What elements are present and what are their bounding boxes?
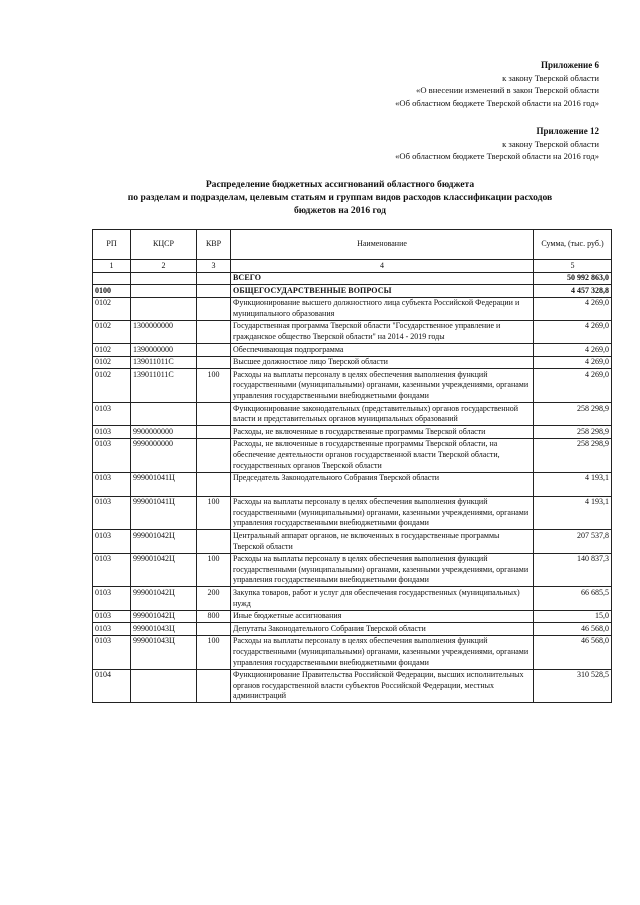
table-row [93, 635, 612, 669]
cell-rp: 0103 [93, 438, 131, 472]
cell-name: Государственная программа Тверской области "Государственное управление и гражданское общество Тверской области" на 2014 - 2019 годы [231, 320, 534, 343]
cell-name: ВСЕГО [231, 272, 534, 285]
document-title-line: бюджетов на 2016 год [293, 205, 387, 216]
cell-rp: 0102 [93, 344, 131, 357]
cell-name: Председатель Законодательного Собрания Тверской области [231, 472, 534, 496]
annex-12-title: Приложение 12 [536, 126, 599, 136]
cell-kvr: 100 [197, 553, 231, 587]
cell-sum: 4 269,0 [534, 344, 612, 357]
table-row [93, 610, 612, 623]
column-number-row [93, 260, 612, 273]
header-rp: РП [93, 230, 131, 260]
cell-kvr [197, 344, 231, 357]
cell-rp: 0103 [93, 587, 131, 610]
cell-rp: 0102 [93, 369, 131, 403]
column-number: 2 [131, 260, 197, 273]
cell-kvr [197, 285, 231, 298]
column-number: 4 [231, 260, 534, 273]
cell-sum: 310 528,5 [534, 669, 612, 703]
table-row [93, 369, 612, 403]
cell-name: Расходы, не включенные в государственные программы Тверской области, на обеспечение деятельности органов государственной власти Тверской области, государственных органов Тверской области [231, 438, 534, 472]
cell-kcsr: 999001042Ц [131, 587, 197, 610]
cell-sum: 258 298,9 [534, 426, 612, 439]
cell-name: Функционирование Правительства Российской Федерации, высших исполнительных органов государственной власти субъектов Российской Федерации, местных администраций [231, 669, 534, 703]
annex-6-line: «Об областном бюджете Тверской области на 2016 год» [395, 97, 599, 108]
cell-sum: 258 298,9 [534, 403, 612, 426]
table-row [93, 669, 612, 703]
annex-6-line: «О внесении изменений в закон Тверской области [416, 85, 599, 96]
cell-kvr [197, 403, 231, 426]
table-row [93, 438, 612, 472]
cell-name: Расходы на выплаты персоналу в целях обеспечения выполнения функций государственными (муниципальными) органами, казенными учреждениями, органами управления государственными внебюджетными фондами [231, 369, 534, 403]
cell-sum: 4 193,1 [534, 496, 612, 530]
cell-kvr [197, 297, 231, 320]
header-kvr: КВР [197, 230, 231, 260]
table-row [93, 587, 612, 610]
table-row [93, 356, 612, 369]
cell-rp: 0103 [93, 553, 131, 587]
annex-6-header [395, 59, 599, 109]
cell-sum: 46 568,0 [534, 635, 612, 669]
cell-kcsr [131, 285, 197, 298]
cell-kvr: 100 [197, 635, 231, 669]
document-title-line: Распределение бюджетных ассигнований областного бюджета [205, 179, 475, 190]
cell-kvr [197, 623, 231, 636]
cell-sum: 4 457 328,8 [534, 285, 612, 298]
cell-kcsr: 999001041Ц [131, 496, 197, 530]
annex-12-line: «Об областном бюджете Тверской области на 2016 год» [395, 151, 599, 162]
cell-sum: 4 269,0 [534, 297, 612, 320]
cell-rp: 0103 [93, 403, 131, 426]
cell-kvr [197, 530, 231, 553]
cell-rp: 0104 [93, 669, 131, 703]
table-row [93, 496, 612, 530]
table-row [93, 272, 612, 285]
table-row [93, 472, 612, 496]
cell-kcsr: 999001042Ц [131, 553, 197, 587]
cell-rp: 0102 [93, 356, 131, 369]
cell-name: Функционирование законодательных (представительных) органов государственной власти и представительных органов муниципальных образований [231, 403, 534, 426]
cell-kcsr: 999001043Ц [131, 635, 197, 669]
table-row [93, 530, 612, 553]
cell-sum: 46 568,0 [534, 623, 612, 636]
cell-sum: 4 269,0 [534, 369, 612, 403]
cell-rp [93, 272, 131, 285]
cell-sum: 4 193,1 [534, 472, 612, 496]
cell-sum: 140 837,3 [534, 553, 612, 587]
cell-rp: 0103 [93, 623, 131, 636]
cell-kvr [197, 472, 231, 496]
cell-kvr [197, 438, 231, 472]
cell-kvr [197, 320, 231, 343]
cell-kcsr: 1390000000 [131, 344, 197, 357]
cell-kvr: 800 [197, 610, 231, 623]
table-body [93, 272, 612, 703]
cell-name: Расходы, не включенные в государственные программы Тверской области [231, 426, 534, 439]
cell-name: Расходы на выплаты персоналу в целях обеспечения выполнения функций государственными (муниципальными) органами, казенными учреждениями, органами управления государственными внебюджетными фондами [231, 553, 534, 587]
cell-name: Депутаты Законодательного Собрания Тверской области [231, 623, 534, 636]
cell-kcsr [131, 297, 197, 320]
cell-name: Центральный аппарат органов, не включенных в государственные программы Тверской области [231, 530, 534, 553]
cell-rp: 0102 [93, 320, 131, 343]
cell-rp: 0103 [93, 472, 131, 496]
annex-12-line: к закону Тверской области [502, 138, 599, 149]
cell-sum: 4 269,0 [534, 356, 612, 369]
cell-kcsr: 9900000000 [131, 426, 197, 439]
cell-name: Иные бюджетные ассигнования [231, 610, 534, 623]
table-row [93, 344, 612, 357]
header-sum: Сумма, (тыс. руб.) [534, 230, 612, 260]
cell-sum: 258 298,9 [534, 438, 612, 472]
header-kcsr: КЦСР [131, 230, 197, 260]
cell-sum: 66 685,5 [534, 587, 612, 610]
cell-kvr [197, 669, 231, 703]
annex-6-line: к закону Тверской области [502, 72, 599, 83]
cell-kcsr: 999001042Ц [131, 530, 197, 553]
cell-kcsr: 999001043Ц [131, 623, 197, 636]
cell-sum: 4 269,0 [534, 320, 612, 343]
table-row [93, 553, 612, 587]
cell-name: Расходы на выплаты персоналу в целях обеспечения выполнения функций государственными (муниципальными) органами, казенными учреждениями, органами управления государственными внебюджетными фондами [231, 635, 534, 669]
cell-kvr: 100 [197, 369, 231, 403]
column-number: 1 [93, 260, 131, 273]
cell-kcsr [131, 403, 197, 426]
cell-rp: 0103 [93, 426, 131, 439]
cell-name: Обеспечивающая подпрограмма [231, 344, 534, 357]
cell-name: Закупка товаров, работ и услуг для обеспечения государственных (муниципальных) нужд [231, 587, 534, 610]
cell-kcsr: 9990000000 [131, 438, 197, 472]
cell-kvr [197, 356, 231, 369]
cell-kcsr: 139011011С [131, 356, 197, 369]
cell-sum: 207 537,8 [534, 530, 612, 553]
table-row [93, 623, 612, 636]
table-row [93, 285, 612, 298]
cell-name: Высшее должностное лицо Тверской области [231, 356, 534, 369]
cell-kvr [197, 426, 231, 439]
cell-kcsr [131, 272, 197, 285]
table-row [93, 320, 612, 343]
annex-6-title: Приложение 6 [540, 60, 599, 70]
header-name: Наименование [231, 230, 534, 260]
column-number: 5 [534, 260, 612, 273]
cell-kcsr: 999001042Ц [131, 610, 197, 623]
budget-table [92, 229, 612, 703]
document-title-line: по разделам и подразделам, целевым статьям и группам видов расходов классификации расходов [127, 192, 553, 203]
cell-rp: 0103 [93, 635, 131, 669]
table-row [93, 403, 612, 426]
annex-12-header [395, 125, 599, 163]
table-row [93, 297, 612, 320]
cell-rp: 0103 [93, 530, 131, 553]
cell-kcsr: 139011011С [131, 369, 197, 403]
cell-sum: 50 992 863,0 [534, 272, 612, 285]
table-header-row [93, 230, 612, 260]
cell-rp: 0103 [93, 610, 131, 623]
cell-kvr [197, 272, 231, 285]
table-row [93, 426, 612, 439]
cell-rp: 0102 [93, 297, 131, 320]
cell-rp: 0100 [93, 285, 131, 298]
cell-kcsr: 1300000000 [131, 320, 197, 343]
cell-sum: 15,0 [534, 610, 612, 623]
cell-kcsr [131, 669, 197, 703]
cell-name: Расходы на выплаты персоналу в целях обеспечения выполнения функций государственными (муниципальными) органами, казенными учреждениями, органами управления государственными внебюджетными фондами [231, 496, 534, 530]
cell-name: ОБЩЕГОСУДАРСТВЕННЫЕ ВОПРОСЫ [231, 285, 534, 298]
cell-kvr: 200 [197, 587, 231, 610]
cell-kvr: 100 [197, 496, 231, 530]
cell-name: Функционирование высшего должностного лица субъекта Российской Федерации и муниципального образования [231, 297, 534, 320]
document-title [60, 178, 620, 217]
cell-kcsr: 999001041Ц [131, 472, 197, 496]
column-number: 3 [197, 260, 231, 273]
cell-rp: 0103 [93, 496, 131, 530]
